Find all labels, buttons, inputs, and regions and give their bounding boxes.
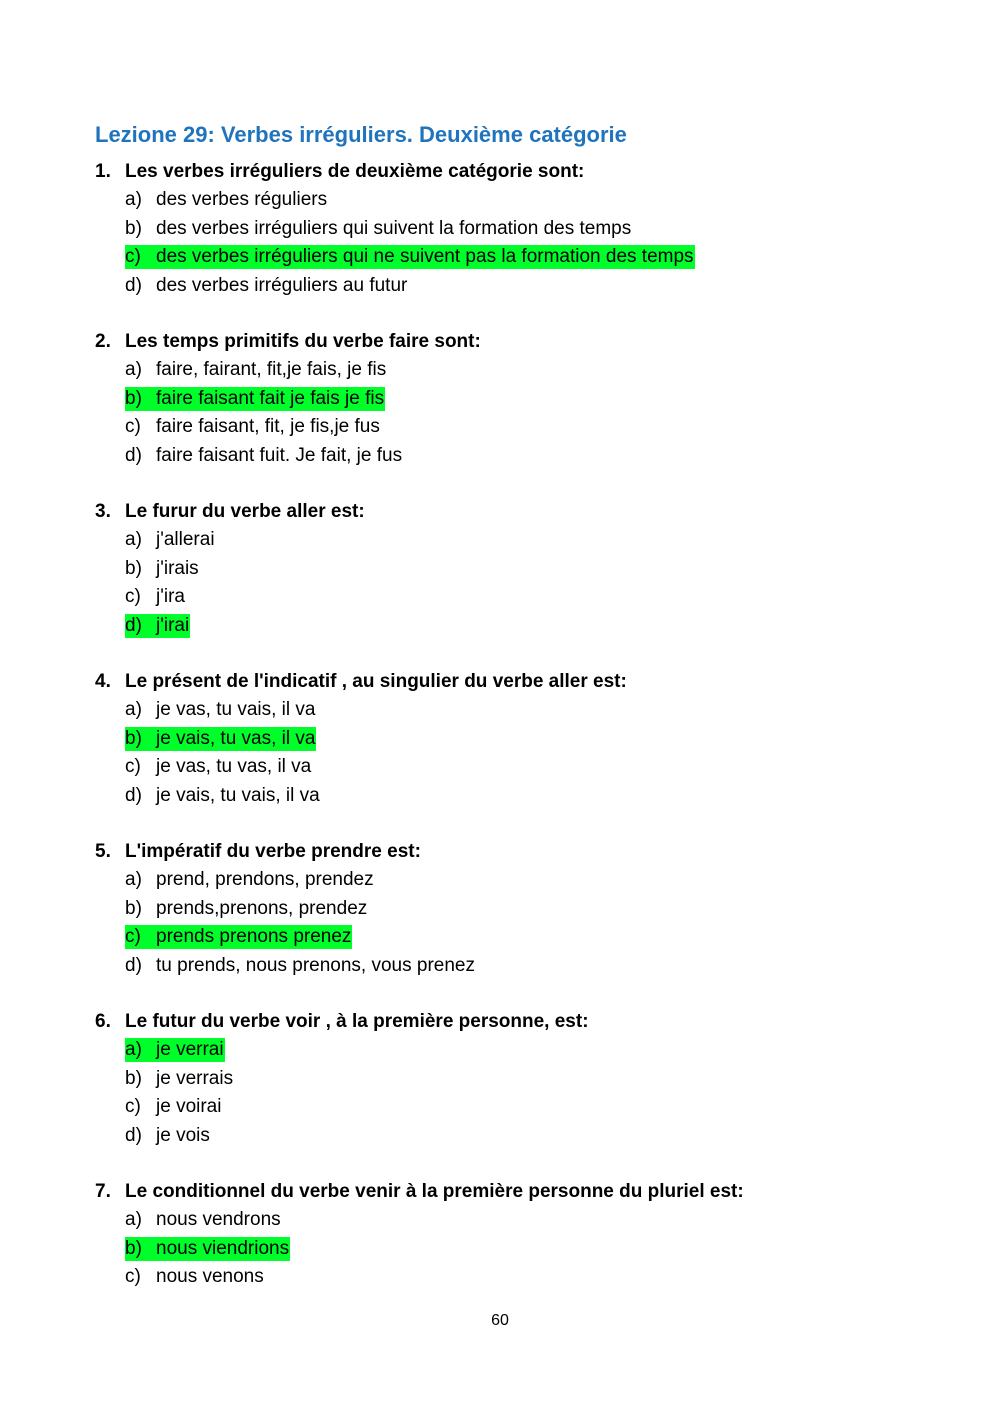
- answer-option: [125, 696, 955, 725]
- option-text: je verrais: [156, 1067, 234, 1089]
- answer-option-body: [125, 415, 381, 439]
- correct-answer-highlight: [125, 925, 352, 949]
- answer-option: [125, 612, 955, 641]
- option-letter: d): [125, 614, 142, 636]
- answer-option: [125, 1263, 955, 1292]
- answer-option: [125, 526, 955, 555]
- answer-option-body: [125, 188, 328, 212]
- page-number: 60: [491, 1312, 509, 1329]
- question-number: 3.: [95, 501, 111, 522]
- answer-option: [125, 1235, 955, 1264]
- answer-options: [125, 526, 955, 640]
- question-7: [95, 1178, 955, 1292]
- option-text: j'irais: [156, 557, 199, 579]
- option-letter: b): [125, 217, 142, 239]
- question-2: [95, 328, 955, 470]
- answer-option: [125, 583, 955, 612]
- option-letter: d): [125, 444, 142, 466]
- option-letter: c): [125, 926, 141, 947]
- option-text: des verbes réguliers: [156, 189, 328, 210]
- question-text: Le présent de l'indicatif , au singulier du verbe aller est:: [125, 671, 627, 692]
- option-text: nous viendrions: [156, 1237, 290, 1259]
- question-heading: [95, 498, 955, 526]
- correct-answer-highlight: [125, 727, 316, 751]
- option-text: j'irai: [156, 614, 190, 636]
- option-text: je vas, tu vas, il va: [156, 756, 312, 777]
- question-6: [95, 1008, 955, 1150]
- question-text: Le futur du verbe voir , à la première personne, est:: [125, 1011, 589, 1032]
- option-text: je vais, tu vas, il va: [156, 727, 316, 749]
- question-text: Les verbes irréguliers de deuxième catégorie sont:: [125, 161, 585, 182]
- option-letter: b): [125, 557, 142, 579]
- answer-option-body: [125, 954, 476, 978]
- option-text: des verbes irréguliers au futur: [156, 274, 408, 296]
- answer-option: [125, 725, 955, 754]
- correct-answer-highlight: [125, 245, 695, 269]
- option-text: prends,prenons, prendez: [156, 897, 368, 919]
- answer-option-body: [125, 274, 408, 298]
- answer-option: [125, 866, 955, 895]
- answer-options: [125, 356, 955, 470]
- answer-option-body: [125, 1124, 211, 1148]
- option-text: prends prenons prenez: [156, 926, 352, 947]
- answer-option-body: [125, 698, 316, 722]
- question-heading: [95, 1008, 955, 1036]
- answer-option-body: [125, 1095, 222, 1119]
- answer-options: [125, 1206, 955, 1292]
- option-letter: b): [125, 727, 142, 749]
- answer-option: [125, 753, 955, 782]
- option-text: faire faisant fuit. Je fait, je fus: [156, 444, 403, 466]
- answer-option: [125, 1065, 955, 1094]
- correct-answer-highlight: [125, 614, 190, 638]
- option-letter: a): [125, 359, 142, 380]
- answer-options: [125, 866, 955, 980]
- question-text: Le conditionnel du verbe venir à la première personne du pluriel est:: [125, 1181, 744, 1202]
- option-letter: d): [125, 784, 142, 806]
- answer-option: [125, 186, 955, 215]
- answer-option: [125, 385, 955, 414]
- answer-option: [125, 243, 955, 272]
- option-letter: b): [125, 387, 142, 409]
- answer-option-body: [125, 217, 632, 241]
- answer-option: [125, 952, 955, 981]
- question-5: [95, 838, 955, 980]
- option-letter: b): [125, 897, 142, 919]
- answer-option: [125, 1122, 955, 1151]
- question-4: [95, 668, 955, 810]
- answer-option-body: [125, 358, 387, 382]
- option-text: des verbes irréguliers qui suivent la formation des temps: [156, 217, 632, 239]
- option-text: prend, prendons, prendez: [156, 869, 374, 890]
- answer-option-body: [125, 1067, 234, 1091]
- question-heading: [95, 158, 955, 186]
- option-letter: c): [125, 246, 141, 267]
- answer-option: [125, 555, 955, 584]
- correct-answer-highlight: [125, 1237, 290, 1261]
- answer-option-body: [125, 784, 321, 808]
- option-letter: a): [125, 1039, 142, 1060]
- answer-option-body: [125, 1208, 282, 1232]
- answer-option-body: [125, 755, 312, 779]
- option-letter: c): [125, 1266, 141, 1287]
- option-letter: a): [125, 699, 142, 720]
- correct-answer-highlight: [125, 387, 385, 411]
- question-number: 1.: [95, 161, 111, 182]
- answer-option: [125, 1093, 955, 1122]
- answer-option: [125, 923, 955, 952]
- question-text: Le furur du verbe aller est:: [125, 501, 365, 522]
- option-letter: d): [125, 954, 142, 976]
- option-text: nous vendrons: [156, 1209, 281, 1230]
- answer-options: [125, 1036, 955, 1150]
- question-number: 5.: [95, 841, 111, 862]
- option-text: je voirai: [156, 1096, 222, 1117]
- question-heading: [95, 838, 955, 866]
- answer-option: [125, 272, 955, 301]
- option-letter: b): [125, 1237, 142, 1259]
- question-heading: [95, 328, 955, 356]
- option-text: faire, fairant, fit,je fais, je fis: [156, 359, 387, 380]
- question-number: 4.: [95, 671, 111, 692]
- answer-option: [125, 413, 955, 442]
- option-letter: c): [125, 586, 141, 607]
- option-letter: c): [125, 756, 141, 777]
- answer-option: [125, 1036, 955, 1065]
- page-title: Lezione 29: Verbes irréguliers. Deuxième catégorie: [95, 122, 627, 147]
- answer-option-body: [125, 1265, 265, 1289]
- option-text: je vais, tu vais, il va: [156, 784, 320, 806]
- answer-option: [125, 1206, 955, 1235]
- answer-option: [125, 215, 955, 244]
- option-letter: b): [125, 1067, 142, 1089]
- option-letter: a): [125, 869, 142, 890]
- option-text: je vas, tu vais, il va: [156, 699, 316, 720]
- answer-option-body: [125, 868, 375, 892]
- answer-option: [125, 782, 955, 811]
- option-text: je verrai: [156, 1039, 224, 1060]
- question-text: L'impératif du verbe prendre est:: [125, 841, 421, 862]
- option-text: tu prends, nous prenons, vous prenez: [156, 954, 475, 976]
- option-text: des verbes irréguliers qui ne suivent pas la formation des temps: [156, 246, 694, 267]
- option-letter: c): [125, 416, 141, 437]
- question-heading: [95, 1178, 955, 1206]
- answer-option: [125, 895, 955, 924]
- option-text: faire faisant fait je fais je fis: [156, 387, 385, 409]
- answer-option-body: [125, 557, 200, 581]
- option-text: je vois: [156, 1124, 210, 1146]
- answer-option-body: [125, 897, 368, 921]
- question-number: 2.: [95, 331, 111, 352]
- answer-option-body: [125, 528, 216, 552]
- answer-option: [125, 356, 955, 385]
- question-number: 7.: [95, 1181, 111, 1202]
- option-letter: a): [125, 529, 142, 550]
- option-letter: d): [125, 1124, 142, 1146]
- correct-answer-highlight: [125, 1038, 225, 1062]
- answer-option-body: [125, 444, 403, 468]
- question-number: 6.: [95, 1011, 111, 1032]
- option-text: faire faisant, fit, je fis,je fus: [156, 416, 380, 437]
- question-text: Les temps primitifs du verbe faire sont:: [125, 331, 481, 352]
- option-letter: a): [125, 189, 142, 210]
- answer-option-body: [125, 585, 186, 609]
- option-letter: a): [125, 1209, 142, 1230]
- question-heading: [95, 668, 955, 696]
- question-1: [95, 158, 955, 300]
- answer-options: [125, 186, 955, 300]
- option-text: nous venons: [156, 1266, 264, 1287]
- option-letter: d): [125, 274, 142, 296]
- question-list: [95, 158, 955, 1320]
- question-3: [95, 498, 955, 640]
- answer-options: [125, 696, 955, 810]
- answer-option: [125, 442, 955, 471]
- option-letter: c): [125, 1096, 141, 1117]
- option-text: j'allerai: [156, 529, 215, 550]
- option-text: j'ira: [156, 586, 185, 607]
